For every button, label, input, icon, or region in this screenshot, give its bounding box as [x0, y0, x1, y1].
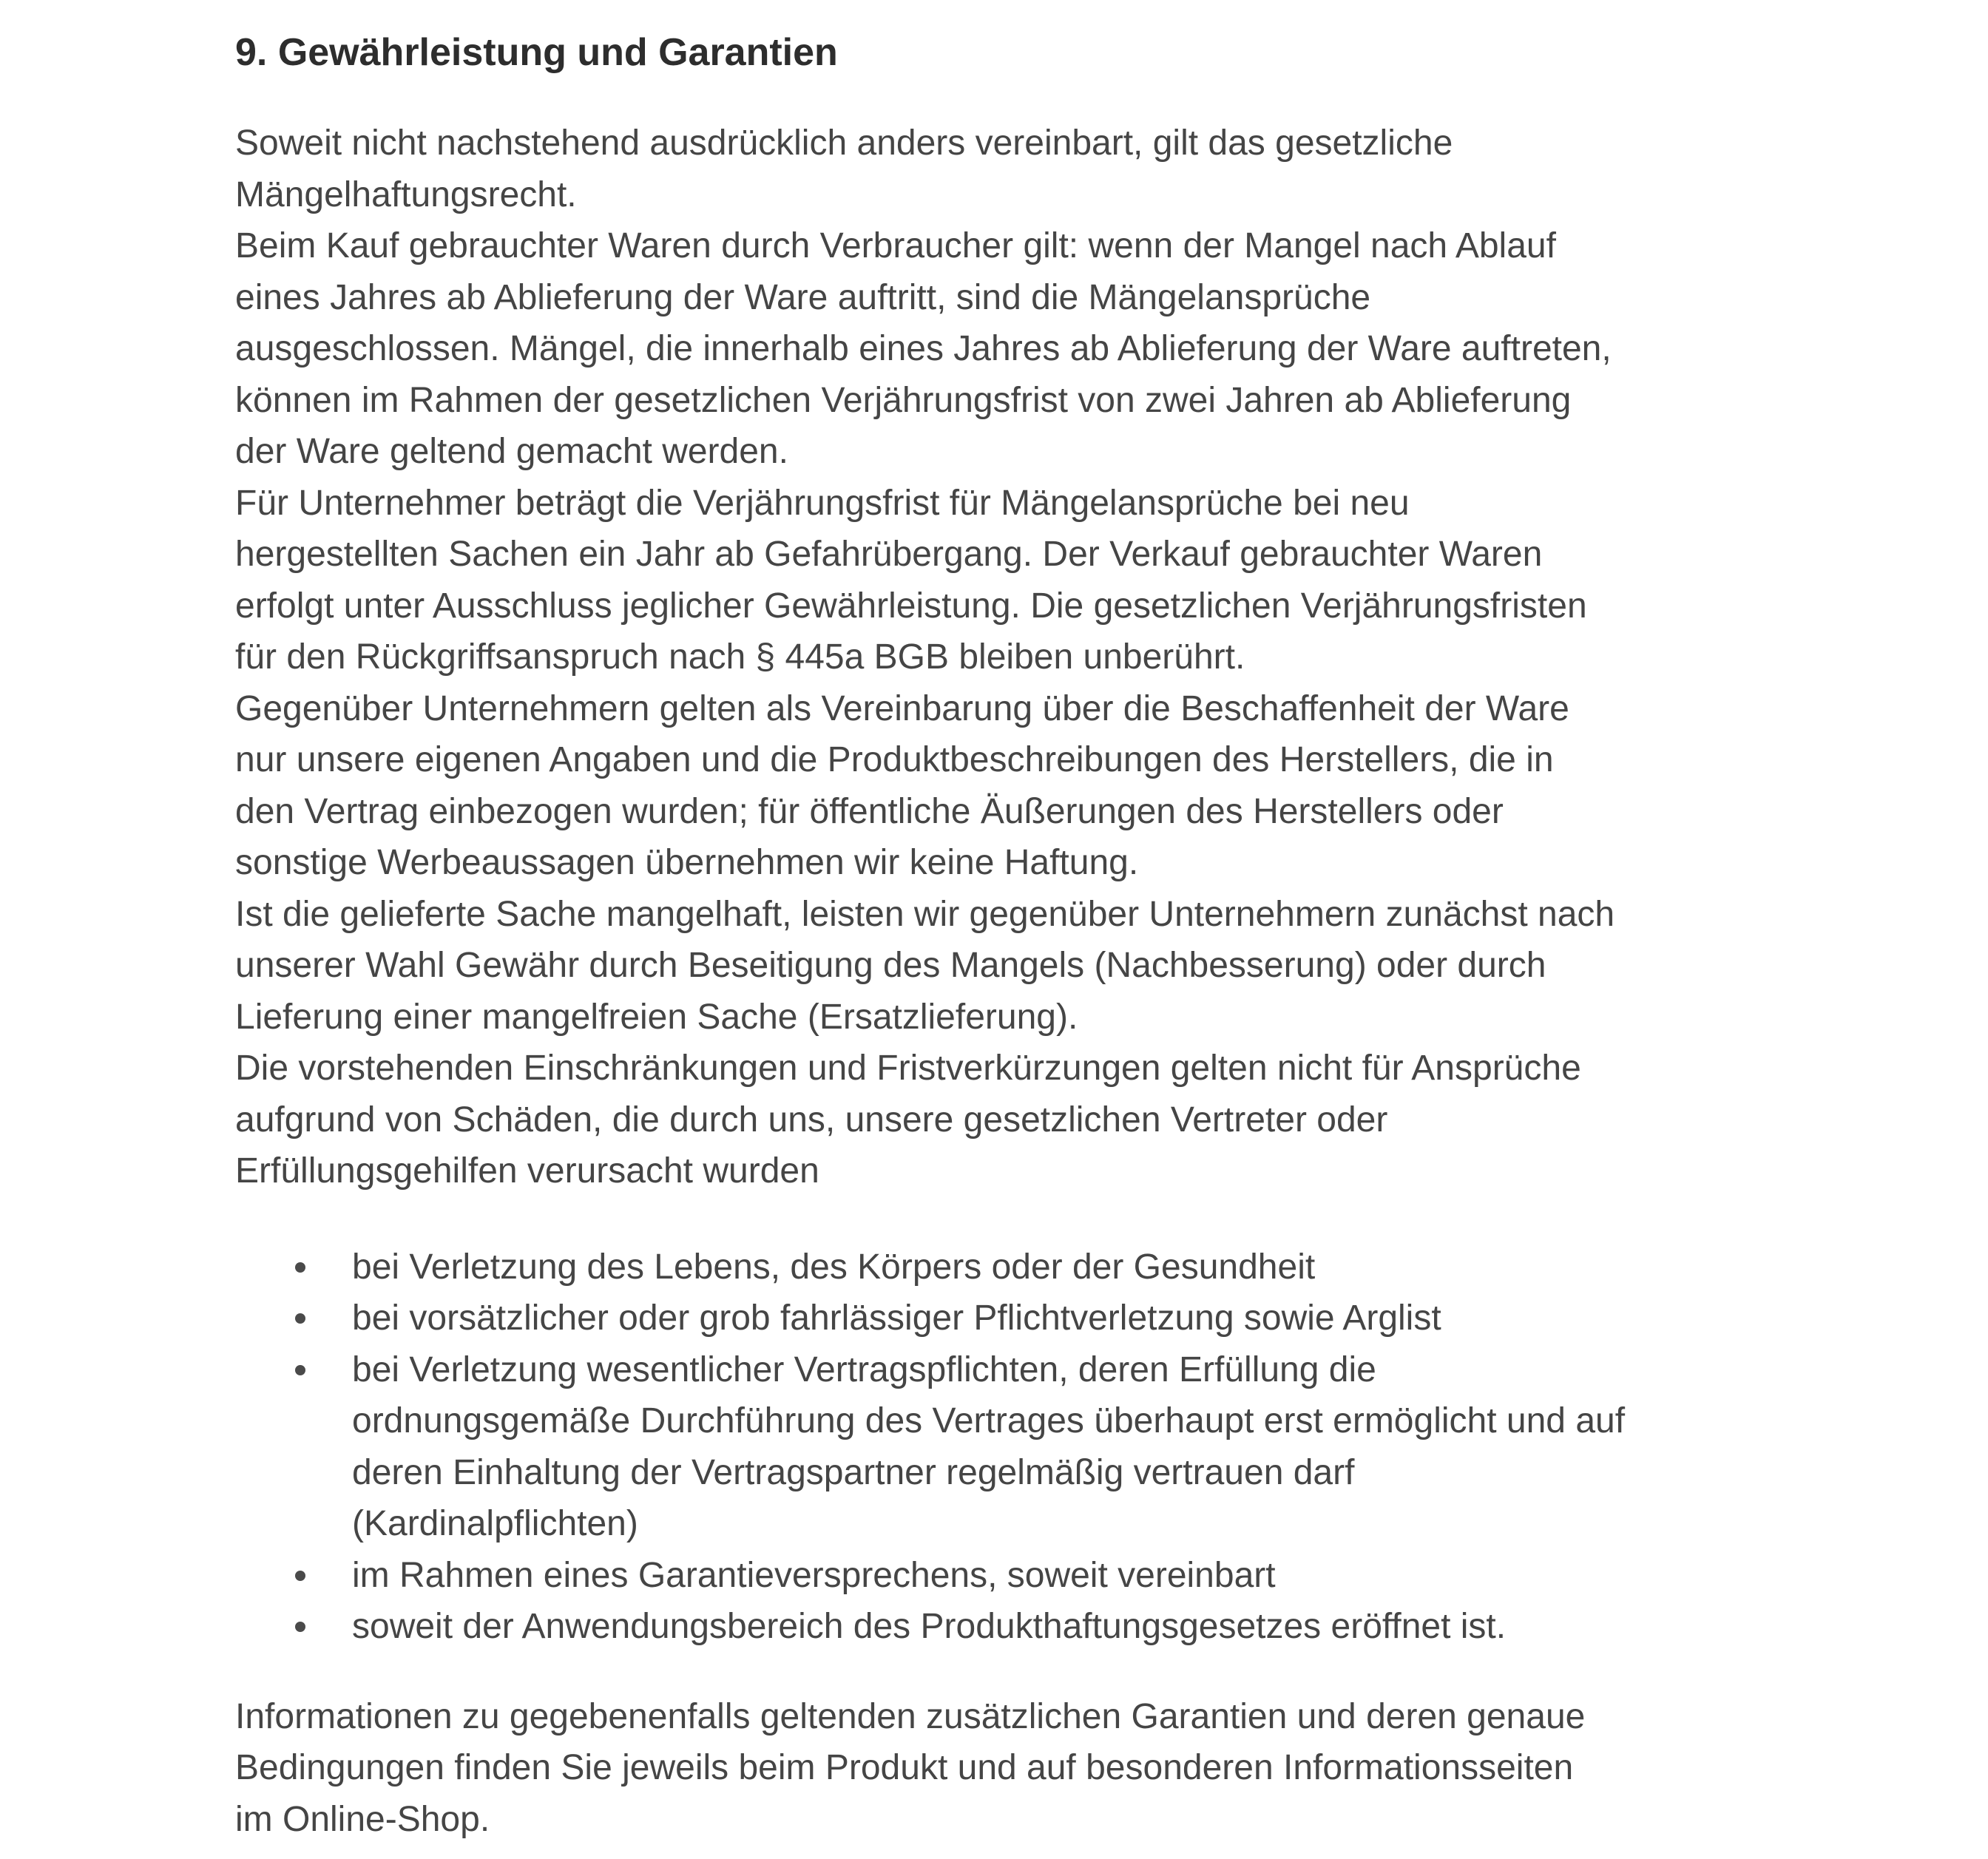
text-line: hergestellten Sachen ein Jahr ab Gefahrübergang. Der Verkauf gebrauchter Waren	[235, 535, 1543, 574]
list-item	[352, 1550, 1958, 1602]
text-line: Ist die gelieferte Sache mangelhaft, leisten wir gegenüber Unternehmern zunächst nach	[235, 894, 1615, 934]
section-heading: 9. Gewährleistung und Garantien	[235, 31, 838, 74]
text-line: Mängelhaftungsrecht.	[235, 175, 577, 214]
text-line: Gegenüber Unternehmern gelten als Vereinbarung über die Beschaffenheit der Ware	[235, 688, 1569, 728]
text-line: Lieferung einer mangelfreien Sache (Ersatzlieferung).	[235, 997, 1078, 1037]
text-line: bei Verletzung des Lebens, des Körpers oder der Gesundheit	[352, 1247, 1316, 1287]
text-line: soweit der Anwendungsbereich des Produkthaftungsgesetzes eröffnet ist.	[352, 1607, 1507, 1646]
text-line: Beim Kauf gebrauchter Waren durch Verbraucher gilt: wenn der Mangel nach Ablauf	[235, 226, 1556, 265]
text-line: erfolgt unter Ausschluss jeglicher Gewährleistung. Die gesetzlichen Verjährungsfristen	[235, 586, 1587, 626]
list-item	[352, 1242, 1958, 1293]
list-item	[352, 1601, 1958, 1653]
text-line: deren Einhaltung der Vertragspartner regelmäßig vertrauen darf	[352, 1452, 1355, 1492]
text-line: nur unsere eigenen Angaben und die Produktbeschreibungen des Herstellers, die in	[235, 740, 1554, 779]
text-line: ausgeschlossen. Mängel, die innerhalb eines Jahres ab Ablieferung der Ware auftreten,	[235, 329, 1612, 368]
text-line: Erfüllungsgehilfen verursacht wurden	[235, 1151, 819, 1191]
text-line: ordnungsgemäße Durchführung des Vertrages überhaupt erst ermöglicht und auf	[352, 1401, 1626, 1440]
text-line: den Vertrag einbezogen wurden; für öffentliche Äußerungen des Herstellers oder	[235, 791, 1504, 831]
text-line: Bedingungen finden Sie jeweils beim Produkt und auf besonderen Informationsseiten	[235, 1748, 1574, 1787]
text-line: bei Verletzung wesentlicher Vertragspflichten, deren Erfüllung die	[352, 1350, 1376, 1389]
text-line: (Kardinalpflichten)	[352, 1504, 638, 1543]
text-line: aufgrund von Schäden, die durch uns, unsere gesetzlichen Vertreter oder	[235, 1100, 1388, 1140]
text-line: Soweit nicht nachstehend ausdrücklich anders vereinbart, gilt das gesetzliche	[235, 123, 1453, 163]
warranty-paragraph	[235, 118, 1958, 1197]
guarantee-info-paragraph	[235, 1691, 1958, 1846]
liability-bullet-list	[235, 1242, 1958, 1653]
text-line: im Rahmen eines Garantieversprechens, soweit vereinbart	[352, 1555, 1276, 1595]
text-line: können im Rahmen der gesetzlichen Verjährungsfrist von zwei Jahren ab Ablieferung	[235, 380, 1572, 420]
text-line: Informationen zu gegebenenfalls geltenden zusätzlichen Garantien und deren genaue	[235, 1696, 1586, 1736]
text-line: Die vorstehenden Einschränkungen und Fristverkürzungen gelten nicht für Ansprüche	[235, 1049, 1581, 1088]
text-line: für den Rückgriffsanspruch nach § 445a BGB bleiben unberührt.	[235, 637, 1245, 677]
text-line: der Ware geltend gemacht werden.	[235, 432, 788, 471]
text-line: eines Jahres ab Ablieferung der Ware auftritt, sind die Mängelansprüche	[235, 277, 1371, 317]
list-item	[352, 1344, 1958, 1550]
text-line: unserer Wahl Gewähr durch Beseitigung des Mangels (Nachbesserung) oder durch	[235, 946, 1546, 985]
text-line: sonstige Werbeaussagen übernehmen wir keine Haftung.	[235, 843, 1139, 882]
text-line: bei vorsätzlicher oder grob fahrlässiger Pflichtverletzung sowie Arglist	[352, 1298, 1441, 1338]
text-line: Für Unternehmer beträgt die Verjährungsfrist für Mängelansprüche bei neu	[235, 483, 1410, 523]
list-item	[352, 1293, 1958, 1344]
text-line: im Online-Shop.	[235, 1799, 490, 1839]
